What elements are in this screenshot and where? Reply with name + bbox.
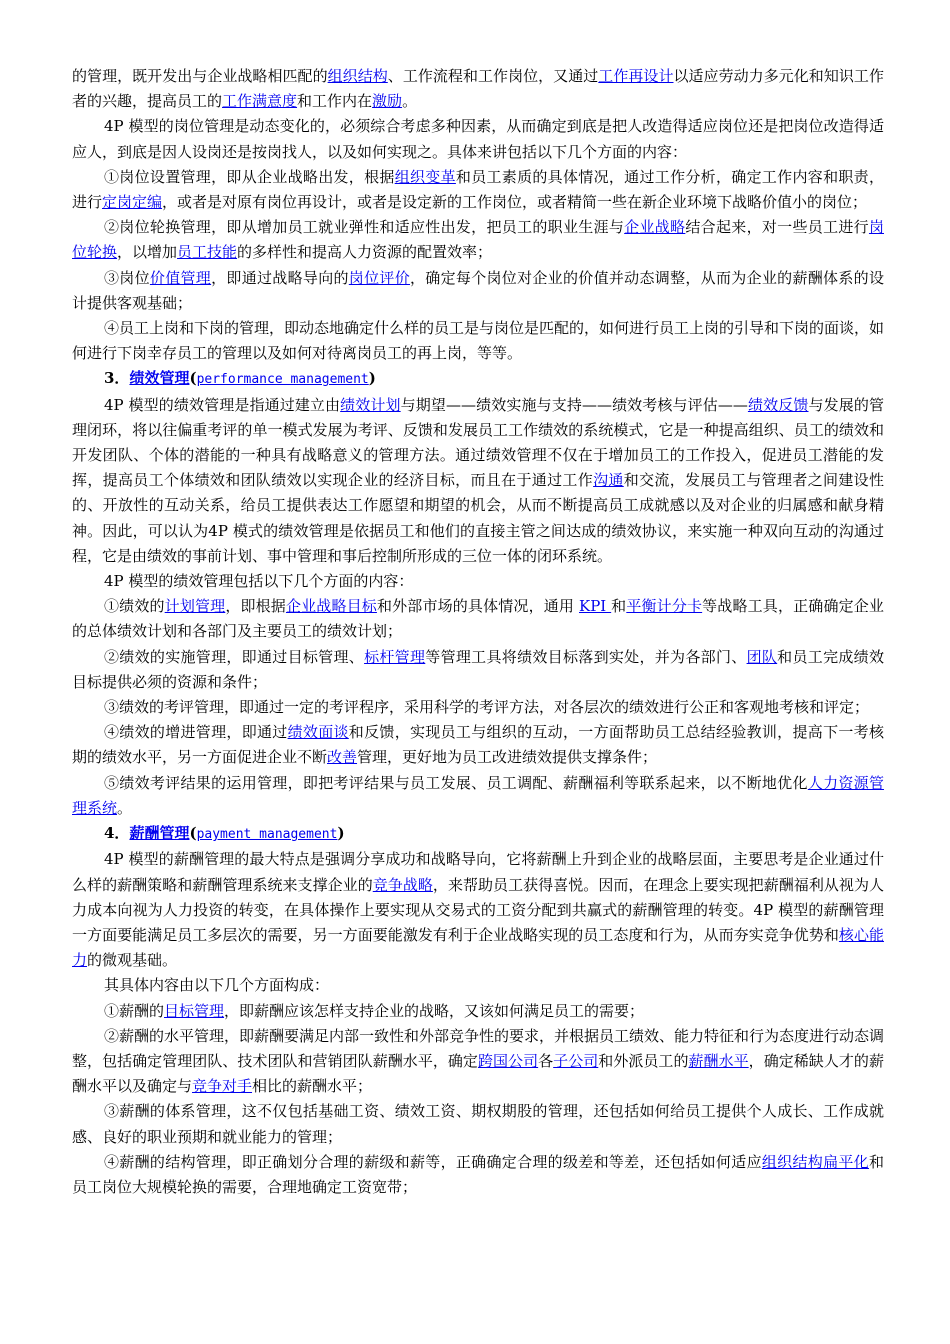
- text-run: ⑤绩效考评结果的运用管理，即把考评结果与员工发展、员工调配、薪酬福利等联系起来，以不断地优化: [104, 773, 808, 792]
- text-run: 4P 模型的岗位管理是动态变化的，必须综合考虑多种因素，从而确定到底是把人改造得适应岗位还是把岗位改造得适应人，到底是因人设岗还是按岗找人，以及如何实现之。具体来讲包括以下几个方面的内容：: [72, 117, 884, 161]
- paragraph: [72, 695, 884, 720]
- hyperlink[interactable]: 绩效计划: [340, 395, 401, 414]
- text-run: ④绩效的增进管理，即通过: [104, 723, 288, 742]
- text-run: ，即通过战略导向的: [211, 268, 349, 287]
- text-run: ③绩效的考评管理，即通过一定的考评程序，采用科学的考评方法，对各层次的绩效进行公正和客观地考核和评定；: [104, 698, 870, 717]
- text-run: 等战略工具，正确确定企业的总体绩效计划和各部门及主要员工的绩效计划；: [72, 597, 884, 641]
- text-run: 管理，更好地为员工改进绩效提供支撑条件；: [357, 748, 658, 767]
- section-heading: [72, 821, 884, 847]
- paragraph: [72, 64, 884, 114]
- text-run: 和: [611, 597, 627, 616]
- text-run: 其具体内容由以下几个方面构成：: [104, 976, 330, 995]
- text-run: 的多样性和提高人力资源的配置效率；: [237, 243, 493, 262]
- hyperlink[interactable]: 跨国公司: [477, 1051, 539, 1070]
- text-run: 与发展的管理闭环，将以往偏重考评的单一模式发展为考评、反馈和发展员工工作绩效的系统模式，它是一种提高组织、员工的绩效和开发团队、个体的潜能的一种具有战略意义的管理方法。通过绩效管理不仅在于增加员工的工作投入，促进员工潜能的发挥，提高员工个体绩效和团队绩效以实现企业的经济目标，而且在于通过工作: [72, 395, 884, 490]
- paragraph: [72, 1024, 884, 1100]
- paragraph: [72, 1099, 884, 1149]
- text-run: 结合起来，对一些员工进行: [685, 218, 869, 237]
- document-body: [72, 64, 884, 1200]
- text-run: ，来帮助员工获得喜悦。因而，在理念上要实现把薪酬福利从视为人力成本向视为人力投资的转变，在具体操作上要实现从交易式的工资分配到共赢式的薪酬管理的转变。4P 模型的薪酬管理一方面要能满足员工多层次的需要，另一方面要能激发有利于企业战略实现的员工态度和行为，从而夯实竞争优势和: [72, 875, 884, 944]
- hyperlink[interactable]: 工作满意度: [222, 92, 298, 111]
- paragraph: [72, 771, 884, 821]
- hyperlink[interactable]: 定岗定编: [102, 193, 163, 212]
- hyperlink[interactable]: 团队: [746, 647, 778, 666]
- paragraph: [72, 999, 884, 1024]
- hyperlink[interactable]: 核心能力: [72, 925, 884, 970]
- text-run: 、工作流程和工作岗位，又通过: [387, 67, 599, 85]
- text-run: ，确定稀缺人才的薪酬水平以及确定与: [72, 1051, 884, 1096]
- hyperlink[interactable]: 岗位评价: [348, 268, 410, 287]
- hyperlink[interactable]: 改善: [327, 748, 358, 767]
- text-run: (: [189, 824, 197, 843]
- text-run: 等管理工具将绩效目标落到实处，并为各部门、: [425, 647, 747, 666]
- hyperlink[interactable]: 工作再设计: [598, 67, 674, 85]
- hyperlink[interactable]: 目标管理: [164, 1001, 225, 1020]
- text-run: 和员工岗位大规模轮换的需要，合理地确定工资宽带；: [72, 1152, 884, 1196]
- text-run: 和工作内在: [297, 92, 373, 111]
- hyperlink[interactable]: payment management: [196, 827, 338, 843]
- text-run: ④员工上岗和下岗的管理，即动态地确定什么样的员工是与岗位是匹配的，如何进行员工上岗的引导和下岗的面谈，如何进行下岗幸存员工的管理以及如何对待离岗员工的再上岗，等等。: [72, 319, 885, 363]
- text-run: 3．: [104, 369, 130, 388]
- text-run: ③薪酬的体系管理，这不仅包括基础工资、绩效工资、期权期股的管理，还包括如何给员工提供个人成长、工作成就感、良好的职业预期和就业能力的管理；: [72, 1102, 884, 1146]
- hyperlink[interactable]: 组织结构: [327, 67, 388, 85]
- text-run: 4．: [104, 824, 130, 843]
- hyperlink[interactable]: 组织结构扁平化: [761, 1152, 869, 1171]
- text-run: ): [368, 369, 376, 388]
- text-run: ①岗位设置管理，即从企业战略出发，根据: [104, 167, 395, 186]
- text-run: 4P 模型的绩效管理是指通过建立由: [104, 395, 341, 414]
- text-run: 和反馈，实现员工与组织的互动，一方面帮助员工总结经验教训，提高下一考核期的绩效水平，另一方面促进企业不断: [72, 723, 884, 767]
- paragraph: [72, 1150, 884, 1200]
- text-run: ，即根据: [225, 597, 286, 616]
- section-heading: [72, 366, 884, 392]
- paragraph: [72, 645, 884, 695]
- text-run: ，以增加: [117, 243, 178, 262]
- text-run: 相比的薪酬水平；: [252, 1077, 373, 1096]
- text-run: 和员工素质的具体情况，通过工作分析，确定工作内容和职责，进行: [72, 167, 884, 212]
- hyperlink[interactable]: 绩效管理: [129, 369, 190, 388]
- paragraph: [72, 973, 884, 998]
- paragraph: [72, 114, 884, 164]
- paragraph: [72, 569, 884, 594]
- hyperlink[interactable]: 子公司: [553, 1051, 599, 1070]
- text-run: ④薪酬的结构管理，即正确划分合理的薪级和薪等，正确确定合理的级差和等差，还包括如何适应: [104, 1152, 762, 1171]
- paragraph: [72, 847, 884, 973]
- hyperlink[interactable]: 企业战略目标: [285, 597, 377, 616]
- paragraph: [72, 594, 884, 644]
- hyperlink[interactable]: 竞争对手: [192, 1077, 253, 1096]
- hyperlink[interactable]: 平衡计分卡: [626, 597, 703, 616]
- text-run: ②岗位轮换管理，即从增加员工就业弹性和适应性出发，把员工的职业生涯与: [104, 218, 625, 237]
- hyperlink[interactable]: 人力资源管理系统: [72, 773, 884, 817]
- paragraph: [72, 266, 884, 316]
- text-run: ，或者是对原有岗位再设计，或者是设定新的工作岗位，或者精简一些在新企业环境下战略价值小的岗位；: [162, 193, 868, 212]
- text-run: 和外派员工的: [598, 1051, 689, 1070]
- text-run: 4P 模型的绩效管理包括以下几个方面的内容：: [104, 572, 414, 591]
- paragraph: [72, 165, 884, 215]
- text-run: ): [337, 824, 345, 843]
- hyperlink[interactable]: 岗位轮换: [72, 218, 884, 262]
- text-run: 和交流，发展员工与管理者之间建设性的、开放性的互动关系，给员工提供表达工作愿望和期望的机会，从而不断提高员工成就感以及对企业的归属感和献身精神。因此，可以认为4P 模式的绩效管理是依据员工和他们的直接主管之间达成的绩效协议，来实施一种双向互动的沟通过程，它是由绩效的事前计划、事中管理和事后控制所形成的三位一体的闭环系统。: [72, 471, 884, 565]
- hyperlink[interactable]: 薪酬水平: [688, 1051, 749, 1070]
- text-run: 。: [117, 798, 133, 817]
- hyperlink[interactable]: 计划管理: [164, 597, 226, 616]
- text-run: 与期望——绩效实施与支持——绩效考核与评估——: [400, 395, 748, 414]
- text-run: ，确定每个岗位对企业的价值并动态调整，从而为企业的薪酬体系的设计提供客观基础；: [72, 268, 884, 312]
- hyperlink[interactable]: 企业战略: [624, 218, 686, 237]
- text-run: (: [189, 369, 197, 388]
- text-run: 和员工完成绩效目标提供必须的资源和条件；: [72, 647, 884, 691]
- hyperlink[interactable]: 绩效面谈: [287, 723, 349, 742]
- text-run: 的管理，既开发出与企业战略相匹配的: [72, 67, 328, 85]
- hyperlink[interactable]: KPI: [579, 597, 612, 616]
- hyperlink[interactable]: 竞争战略: [372, 875, 433, 894]
- paragraph: [72, 720, 884, 770]
- hyperlink[interactable]: 标杆管理: [364, 647, 426, 666]
- text-run: ③岗位: [104, 268, 150, 287]
- paragraph: [72, 215, 884, 265]
- text-run: 各: [538, 1051, 554, 1070]
- hyperlink[interactable]: performance management: [196, 372, 369, 388]
- text-run: ①薪酬的: [104, 1001, 165, 1020]
- paragraph: [72, 393, 884, 569]
- hyperlink[interactable]: 激励: [372, 92, 403, 111]
- hyperlink[interactable]: 沟通: [593, 471, 624, 490]
- hyperlink[interactable]: 绩效反馈: [747, 395, 809, 414]
- text-run: 的微观基础。: [87, 951, 178, 970]
- text-run: ，即薪酬应该怎样支持企业的战略，又该如何满足员工的需要；: [224, 1001, 645, 1020]
- text-run: ①绩效的: [104, 597, 165, 616]
- text-run: 4P 模型的薪酬管理的最大特点是强调分享成功和战略导向，它将薪酬上升到企业的战略层面，主要思考是企业通过什么样的薪酬策略和薪酬管理系统来支撑企业的: [72, 850, 884, 894]
- hyperlink[interactable]: 员工技能: [177, 243, 238, 262]
- text-run: ②绩效的实施管理，即通过目标管理、: [104, 647, 365, 666]
- hyperlink[interactable]: 薪酬管理: [129, 824, 190, 843]
- hyperlink[interactable]: 价值管理: [149, 268, 212, 287]
- text-run: 和外部市场的具体情况，通用: [376, 597, 579, 616]
- text-run: 。: [402, 92, 418, 111]
- paragraph: [72, 316, 884, 366]
- text-run: 以适应劳动力多元化和知识工作者的兴趣，提高员工的: [72, 67, 884, 111]
- hyperlink[interactable]: 组织变革: [394, 167, 456, 186]
- text-run: ②薪酬的水平管理，即薪酬要满足内部一致性和外部竞争性的要求，并根据员工绩效、能力特征和行为态度进行动态调整，包括确定管理团队、技术团队和营销团队薪酬水平，确定: [72, 1026, 885, 1070]
